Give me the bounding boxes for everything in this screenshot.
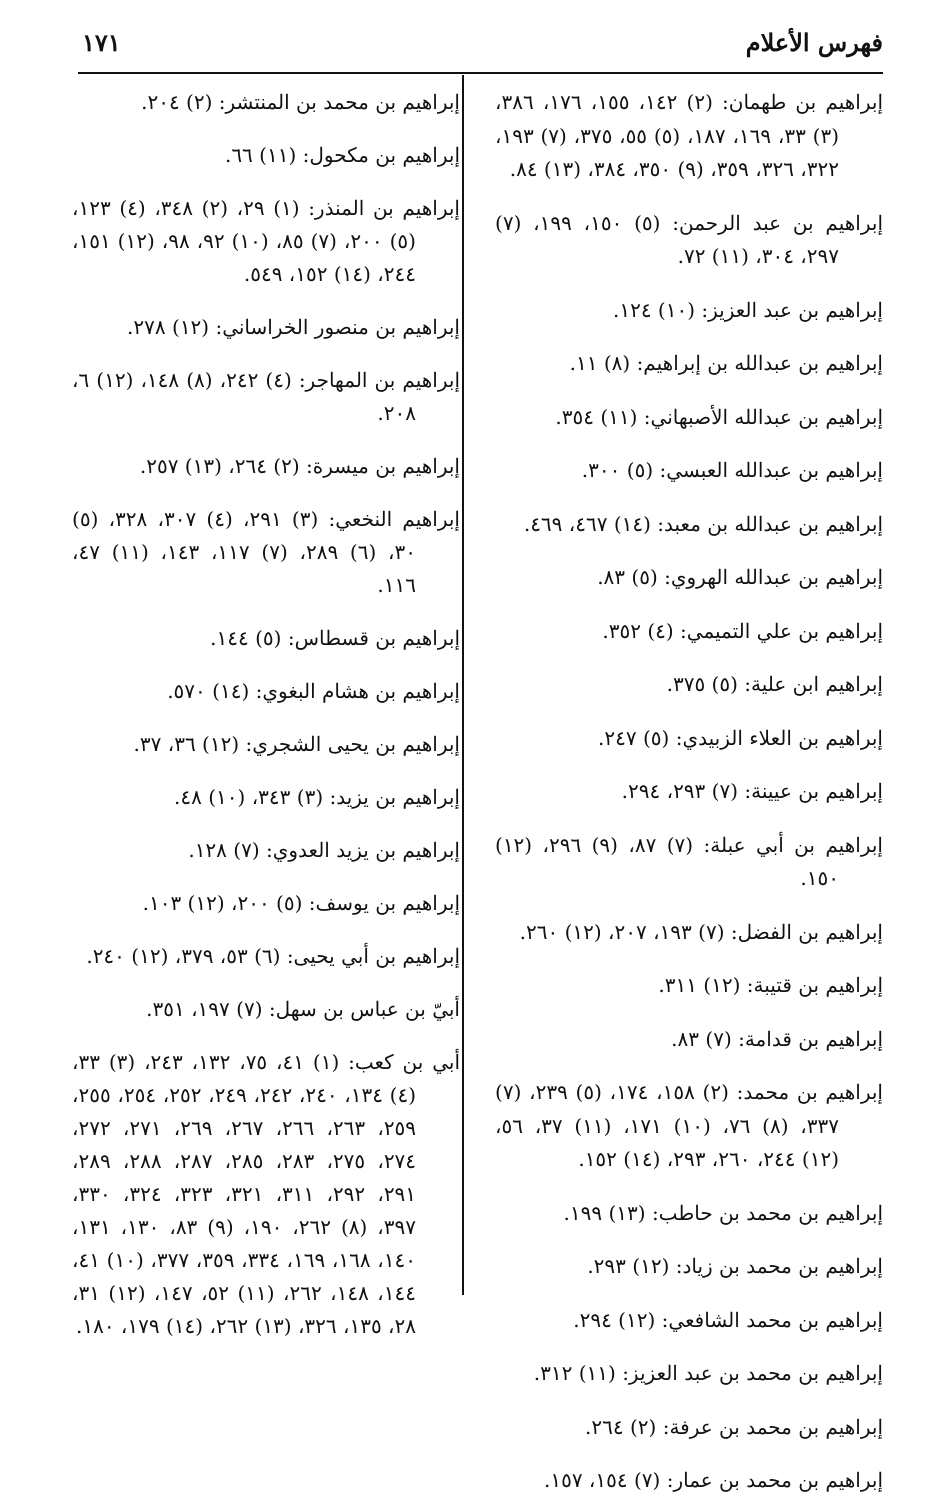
index-entry: إبراهيم بن محمد الشافعي: (١٢) ٢٩٤. — [573, 1307, 883, 1332]
index-entry: إبراهيم بن الفضل: (٧) ١٩٣، ٢٠٧، (١٢) ٢٦٠. — [519, 919, 883, 944]
index-entry: إبراهيم بن عبدالله بن إبراهيم: (٨) ١١. — [569, 351, 883, 375]
index-entry: إبراهيم بن عبدالله الهروي: (٥) ٨٣. — [597, 565, 883, 589]
index-entry: إبراهيم بن طهمان: (٢) ١٤٢، ١٥٥، ١٧٦، ٣٨٦، (٣) ٣٣، ١٦٩، ١٨٧، (٥) ٥٥، ٣٧٥، (٧) ١٩٣، ٣٢٢، ٣٢٦، ٣٥٩، (٩) ٣٥٠، ٣٨٤، (١٣) ٨٤. — [495, 90, 884, 181]
index-entry: إبراهيم بن أبي عبلة: (٧) ٨٧، (٩) ٢٩٦، (١٢) ١٥٠. — [495, 832, 883, 890]
index-entry: إبراهيم بن عبد الرحمن: (٥) ١٥٠، ١٩٩، (٧) ٢٩٧، ٣٠٤، (١١) ٧٢. — [495, 210, 884, 268]
index-entry: إبراهيم بن المنذر: (١) ٢٩، (٢) ٣٤٨، (٤) ١٢٣، (٥) ٢٠٠، (٧) ٨٥، (١٠) ٩٢، ٩٨، (١٢) ١٥١، ٢٤٤، (١٤) ١٥٢، ٥٤٩. — [72, 196, 460, 286]
index-entry: إبراهيم بن عبدالله بن معبد: (١٤) ٤٦٧، ٤٦٩. — [523, 511, 883, 536]
left-column — [72, 86, 460, 1346]
index-entry: إبراهيم بن محمد بن عرفة: (٢) ٢٦٤. — [585, 1414, 883, 1439]
index-entry: إبراهيم بن منصور الخراساني: (١٢) ٢٧٨. — [127, 315, 460, 339]
index-entry: إبراهيم بن محمد بن زياد: (١٢) ٢٩٣. — [587, 1254, 883, 1278]
index-entry: إبراهيم بن محمد بن المنتشر: (٢) ٢٠٤. — [141, 90, 460, 114]
running-header-title: فهرس الأعلام — [745, 28, 883, 57]
index-entry: إبراهيم بن عبدالله العبسي: (٥) ٣٠٠. — [581, 458, 883, 482]
index-entry: إبراهيم بن عبد العزيز: (١٠) ١٢٤. — [612, 297, 883, 322]
page-number: ١٧١ — [82, 28, 121, 57]
index-entry: إبراهيم بن محمد بن حاطب: (١٣) ١٩٩. — [563, 1200, 883, 1225]
index-entry: إبراهيم بن أبي يحيى: (٦) ٥٣، ٣٧٩، (١٢) ٢٤٠. — [86, 944, 460, 968]
index-entry: إبراهيم بن عبدالله الأصبهاني: (١١) ٣٥٤. — [555, 404, 883, 429]
header-rule — [78, 72, 883, 74]
column-divider — [462, 75, 464, 1295]
index-entry: إبراهيم بن ميسرة: (٢) ٢٦٤، (١٣) ٢٥٧. — [139, 454, 460, 478]
index-entry: إبراهيم بن عيينة: (٧) ٢٩٣، ٢٩٤. — [621, 779, 883, 803]
index-entry: إبراهيم بن علي التميمي: (٤) ٣٥٢. — [602, 618, 883, 643]
index-entry: إبراهيم بن محمد: (٢) ١٥٨، ١٧٤، (٥) ٢٣٩، (٧) ٣٣٧، (٨) ٧٦، (١٠) ١٧١، (١١) ٣٧، ٥٦، (١٢) ٢٤٤، ٢٦٠، ٢٩٣، (١٤) ١٥٢. — [495, 1080, 883, 1171]
index-entry: إبراهيم النخعي: (٣) ٢٩١، (٤) ٣٠٧، ٣٢٨، (٥) ٣٠، (٦) ٢٨٩، (٧) ١١٧، ١٤٣، (١١) ٤٧، ١١٦. — [72, 507, 460, 597]
index-entry: إبراهيم بن العلاء الزبيدي: (٥) ٢٤٧. — [598, 725, 883, 750]
index-entry: إبراهيم بن قسطاس: (٥) ١٤٤. — [210, 626, 460, 650]
index-entry: إبراهيم بن محمد بن عمار: (٧) ١٥٤، ١٥٧. — [543, 1468, 883, 1492]
index-entry: إبراهيم بن قدامة: (٧) ٨٣. — [671, 1026, 883, 1051]
index-entry: أبيّ بن عباس بن سهل: (٧) ١٩٧، ٣٥١. — [146, 997, 460, 1021]
index-entry: إبراهيم ابن علية: (٥) ٣٧٥. — [666, 672, 883, 696]
index-entry: إبراهيم بن يوسف: (٥) ٢٠٠، (١٢) ١٠٣. — [142, 891, 460, 915]
index-entry: إبراهيم بن هشام البغوي: (١٤) ٥٧٠. — [167, 679, 460, 703]
right-column — [495, 86, 883, 1501]
index-entry: إبراهيم بن قتيبة: (١٢) ٣١١. — [658, 973, 883, 997]
index-entry: أبي بن كعب: (١) ٤١، ٧٥، ١٣٢، ٢٤٣، (٣) ٣٣، (٤) ١٣٤، ٢٤٠، ٢٤٢، ٢٤٩، ٢٥٢، ٢٥٤، ٢٥٥، ٢٥٩، ٢٦٣، ٢٦٦، ٢٦٧، ٢٦٩، ٢٧١، ٢٧٢، ٢٧٤، ٢٧٥، ٢٨٣، ٢٨٥، ٢٨٧، ٢٨٨، ٢٨٩، ٢٩١، ٢٩٢، ٣١١، ٣٢١، ٣٢٣، ٣٢٤، ٣٣٠، ٣٩٧، (٨) ٢٦٢، ١٩٠، (٩) ٨٣، ١٣٠، ١٣١، ١٤٠، ١٦٨، ١٦٩، ٣٣٤، ٣٥٩، ٣٧٧، (١٠) ٤١، ١٤٤، ١٤٨، ٢٦٢، (١١) ٥٢، ١٤٧، (١٢) ٣١، ٢٨، ١٣٥، ٣٢٦، (١٣) ٢٦٢، (١٤) ١٧٩، ١٨٠. — [72, 1050, 461, 1338]
index-entry: إبراهيم بن المهاجر: (٤) ٢٤٢، (٨) ١٤٨، (١٢) ٦، ٢٠٨. — [72, 368, 460, 425]
index-entry: إبراهيم بن يحيى الشجري: (١٢) ٣٦، ٣٧. — [133, 732, 460, 756]
index-entry: إبراهيم بن محمد بن عبد العزيز: (١١) ٣١٢. — [533, 1361, 883, 1385]
index-entry: إبراهيم بن يزيد العدوي: (٧) ١٢٨. — [188, 838, 460, 862]
index-entry: إبراهيم بن مكحول: (١١) ٦٦. — [224, 143, 460, 167]
index-entry: إبراهيم بن يزيد: (٣) ٣٤٣، (١٠) ٤٨. — [174, 785, 460, 809]
